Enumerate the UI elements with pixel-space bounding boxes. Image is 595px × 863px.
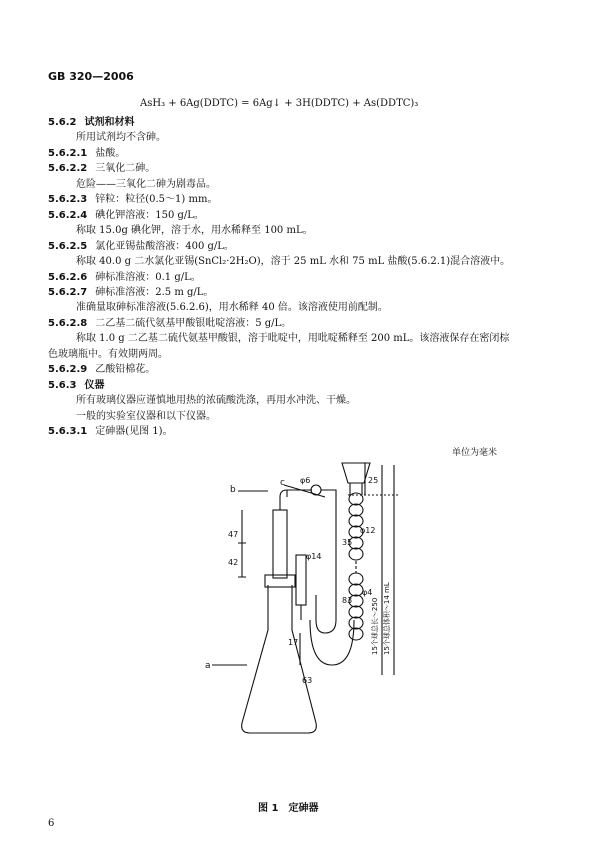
bead (349, 617, 363, 629)
body-line: 所用试剂均不含砷。 (76, 132, 166, 144)
clause-text: 试剂和材料 (84, 117, 135, 128)
clause-text: 二乙基二硫代氨基甲酸银吡啶溶液：5 g/L。 (95, 317, 292, 329)
bead (349, 504, 363, 516)
label-b: b (230, 485, 236, 495)
vertical-tube (273, 510, 287, 578)
body-line (48, 425, 173, 439)
body-line (48, 286, 213, 300)
volume-note: 15个球总体积～14 mL (383, 582, 391, 655)
clause-text: 盐酸。 (95, 147, 126, 159)
body-line (48, 193, 217, 207)
body-line (48, 317, 291, 331)
body-line: 称取 15.0g 碘化钾，溶于水，用水稀释至 100 mL。 (76, 225, 313, 237)
clause-text: 仪器 (84, 379, 105, 391)
clause-text: 定砷器(见图 1)。 (95, 426, 173, 437)
dim-25: 25 (368, 476, 379, 485)
clause-number: 5.6.3 (48, 379, 77, 391)
dim-12: φ12 (360, 526, 376, 535)
bead (349, 548, 363, 560)
figure-caption: 图 1 定砷器 (258, 803, 319, 814)
body-line: 色玻璃瓶中。有效期两周。 (48, 348, 168, 360)
standard-code: GB 320—2006 (48, 70, 134, 83)
bead (349, 573, 363, 585)
body-line: 称取 40.0 g 二水氯化亚锡(SnCl₂·2H₂O)，溶于 25 mL 水和 75 mL 盐酸(5.6.2.1)混合溶液中。 (76, 256, 511, 268)
clause-number: 5.6.2.9 (48, 364, 88, 376)
dim-17: 17 (288, 638, 299, 647)
body-line (48, 116, 134, 130)
clause-number: 5.6.2.1 (48, 147, 88, 159)
clause-number: 5.6.2.6 (48, 271, 88, 283)
clause-number: 5.6.2.4 (48, 209, 88, 221)
clause-number: 5.6.2.3 (48, 194, 88, 206)
clause-number: 5.6.2.8 (48, 317, 88, 329)
body-line (48, 162, 155, 176)
body-line: 危险——三氧化二砷为剧毒品。 (76, 178, 216, 190)
body-line: 称取 1.0 g 二乙基二硫代氨基甲酸银，溶于吡啶中，用吡啶稀释至 200 mL。该溶液保存在密闭棕 (76, 333, 510, 345)
clause-number: 5.6.2.2 (48, 163, 88, 175)
bead (349, 584, 363, 596)
body-line: 一般的实验室仪器和以下仪器。 (76, 410, 216, 422)
bend-tube (280, 490, 312, 510)
flask (242, 585, 317, 733)
body-line: 准确量取砷标准溶液(5.6.2.6)，用水稀释 40 倍。该溶液使用前配制。 (76, 302, 388, 314)
clause-text: 锌粒：粒径(0.5～1) mm。 (95, 194, 218, 206)
page-number: 6 (48, 818, 55, 829)
body-line (48, 379, 104, 393)
clause-number: 5.6.2 (48, 117, 77, 128)
label-c: c (280, 478, 285, 488)
body-line (48, 147, 125, 161)
dim-42: 42 (228, 558, 239, 567)
body-line (48, 240, 234, 254)
clause-text: 砷标准溶液：0.1 g/L。 (95, 271, 201, 283)
body-line: 所有玻璃仪器应谨慎地用热的浓硫酸洗涤，再用水冲洗、干燥。 (76, 395, 356, 407)
side-tube (296, 555, 306, 605)
length-note: 15个球总长～250 (371, 597, 379, 655)
clause-text: 碘化钾溶液：150 g/L。 (95, 209, 204, 221)
label-a: a (205, 661, 211, 671)
body-line (48, 271, 201, 285)
arsenic-apparatus-figure (150, 455, 450, 785)
dim-4: φ4 (362, 588, 373, 597)
dim-83: 83 (342, 596, 353, 605)
clause-text: 三氧化二砷。 (95, 163, 156, 175)
body-line (48, 209, 204, 223)
unit-note: 单位为毫米 (452, 448, 498, 458)
body-line (48, 363, 155, 377)
ground-joint (265, 575, 295, 587)
bead (349, 606, 363, 618)
clause-text: 氯化亚锡盐酸溶液：400 g/L。 (95, 240, 234, 252)
reaction-equation: AsH₃ + 6Ag(DDTC) = 6Ag↓ + 3H(DDTC) + As(DDTC)₃ (140, 98, 419, 109)
dim-35: 35 (342, 538, 353, 547)
clause-number: 5.6.3.1 (48, 426, 88, 437)
funnel-top (342, 463, 370, 483)
clause-text: 砷标准溶液：2.5 m g/L。 (95, 286, 214, 298)
dim-14: φ14 (306, 552, 322, 561)
dim-6: φ6 (300, 476, 311, 485)
bead (349, 628, 363, 640)
clause-text: 乙酸铅棉花。 (95, 364, 156, 376)
clause-number: 5.6.2.5 (48, 240, 88, 252)
dim-63: 63 (302, 676, 313, 685)
dim-47: 47 (228, 530, 239, 539)
clause-number: 5.6.2.7 (48, 286, 88, 298)
